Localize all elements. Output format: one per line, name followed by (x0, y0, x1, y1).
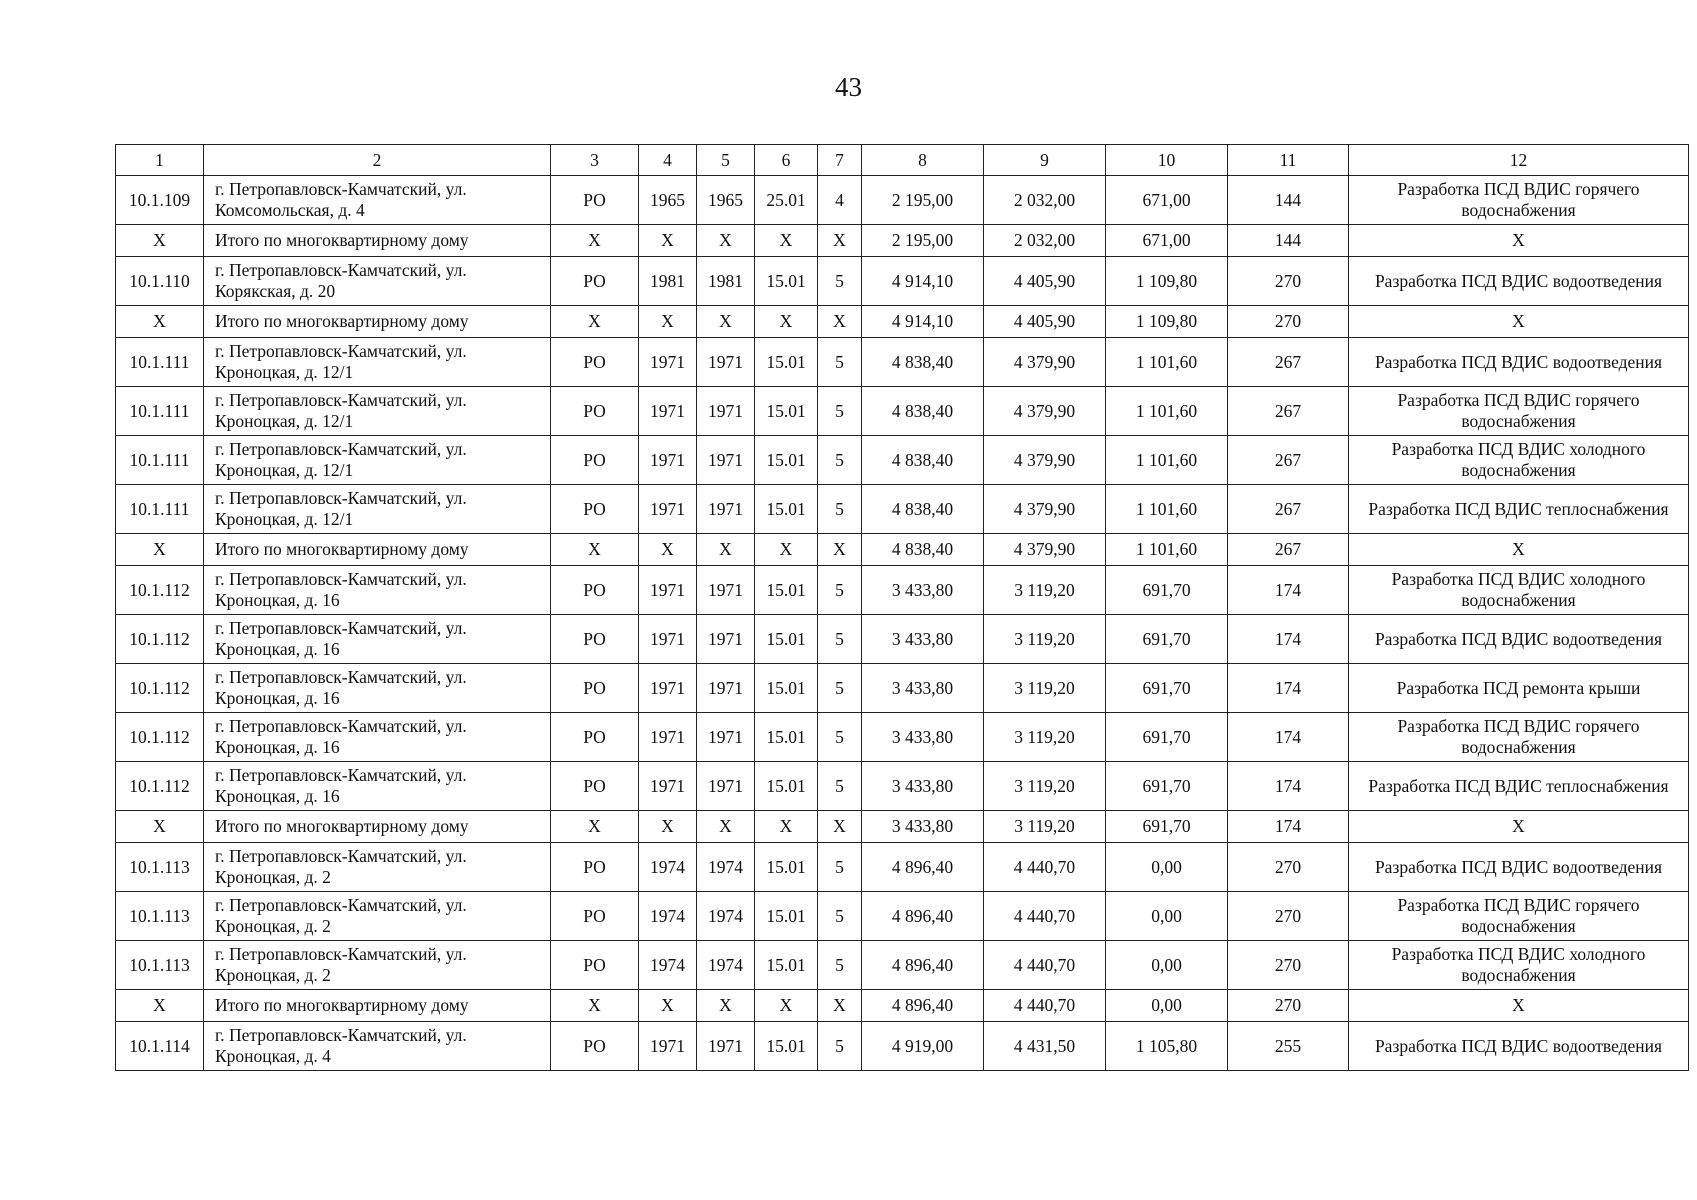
floors-cell: 5 (818, 257, 862, 306)
row-number-cell: Х (116, 811, 204, 843)
column-header: 12 (1349, 145, 1689, 176)
table-row (116, 1022, 1689, 1071)
type-cell: РО (551, 566, 639, 615)
floors-cell: 5 (818, 941, 862, 990)
column-header: 11 (1228, 145, 1349, 176)
row-number-cell: 10.1.114 (116, 1022, 204, 1071)
work-type-cell: Разработка ПСД ВДИС горячего водоснабжения (1349, 176, 1689, 225)
total-area-cell: 3 433,80 (862, 713, 984, 762)
wall-material-cell: 15.01 (755, 436, 818, 485)
type-cell: РО (551, 387, 639, 436)
wall-material-cell: Х (755, 534, 818, 566)
nonliving-area-cell: 1 105,80 (1106, 1022, 1228, 1071)
column-header: 8 (862, 145, 984, 176)
residents-cell: 255 (1228, 1022, 1349, 1071)
year-commissioned-cell: 1971 (697, 436, 755, 485)
living-area-cell: 3 119,20 (984, 615, 1106, 664)
total-row (116, 534, 1689, 566)
total-area-cell: 4 838,40 (862, 534, 984, 566)
column-header: 3 (551, 145, 639, 176)
year-built-cell: 1971 (639, 615, 697, 664)
year-commissioned-cell: 1971 (697, 485, 755, 534)
year-commissioned-cell: 1981 (697, 257, 755, 306)
type-cell: Х (551, 225, 639, 257)
living-area-cell: 4 440,70 (984, 843, 1106, 892)
type-cell: РО (551, 664, 639, 713)
address-cell: г. Петропавловск-Камчатский, ул. Комсомольская, д. 4 (204, 176, 551, 225)
floors-cell: 5 (818, 892, 862, 941)
living-area-cell: 4 405,90 (984, 306, 1106, 338)
nonliving-area-cell: 1 101,60 (1106, 534, 1228, 566)
address-cell: Итого по многоквартирному дому (204, 534, 551, 566)
column-header: 2 (204, 145, 551, 176)
year-commissioned-cell: Х (697, 534, 755, 566)
total-area-cell: 3 433,80 (862, 664, 984, 713)
row-number-cell: 10.1.109 (116, 176, 204, 225)
address-cell: Итого по многоквартирному дому (204, 811, 551, 843)
living-area-cell: 2 032,00 (984, 225, 1106, 257)
row-number-cell: 10.1.111 (116, 387, 204, 436)
year-commissioned-cell: Х (697, 306, 755, 338)
floors-cell: 5 (818, 1022, 862, 1071)
type-cell: Х (551, 990, 639, 1022)
table-row (116, 566, 1689, 615)
residents-cell: 174 (1228, 566, 1349, 615)
year-commissioned-cell: 1971 (697, 664, 755, 713)
living-area-cell: 4 405,90 (984, 257, 1106, 306)
year-commissioned-cell: 1971 (697, 615, 755, 664)
floors-cell: Х (818, 534, 862, 566)
row-number-cell: 10.1.112 (116, 713, 204, 762)
total-area-cell: 3 433,80 (862, 811, 984, 843)
address-cell: Итого по многоквартирному дому (204, 306, 551, 338)
row-number-cell: Х (116, 306, 204, 338)
year-built-cell: 1981 (639, 257, 697, 306)
nonliving-area-cell: 691,70 (1106, 713, 1228, 762)
year-built-cell: Х (639, 306, 697, 338)
wall-material-cell: Х (755, 811, 818, 843)
table-row (116, 713, 1689, 762)
column-header: 1 (116, 145, 204, 176)
work-type-cell: Разработка ПСД ВДИС водоотведения (1349, 843, 1689, 892)
row-number-cell: 10.1.112 (116, 664, 204, 713)
residents-cell: 267 (1228, 436, 1349, 485)
work-type-cell: Разработка ПСД ВДИС водоотведения (1349, 1022, 1689, 1071)
floors-cell: Х (818, 811, 862, 843)
year-built-cell: 1971 (639, 566, 697, 615)
type-cell: РО (551, 843, 639, 892)
work-type-cell: Х (1349, 811, 1689, 843)
work-type-cell: Х (1349, 534, 1689, 566)
total-area-cell: 4 838,40 (862, 338, 984, 387)
wall-material-cell: 15.01 (755, 615, 818, 664)
wall-material-cell: 15.01 (755, 762, 818, 811)
type-cell: РО (551, 1022, 639, 1071)
year-commissioned-cell: 1971 (697, 387, 755, 436)
wall-material-cell: 15.01 (755, 843, 818, 892)
residents-cell: 174 (1228, 762, 1349, 811)
nonliving-area-cell: 691,70 (1106, 566, 1228, 615)
year-built-cell: Х (639, 225, 697, 257)
address-cell: г. Петропавловск-Камчатский, ул. Кроноцкая, д. 12/1 (204, 387, 551, 436)
living-area-cell: 4 440,70 (984, 892, 1106, 941)
total-area-cell: 3 433,80 (862, 615, 984, 664)
total-area-cell: 2 195,00 (862, 225, 984, 257)
residents-cell: 144 (1228, 176, 1349, 225)
column-header: 6 (755, 145, 818, 176)
year-commissioned-cell: 1971 (697, 338, 755, 387)
address-cell: г. Петропавловск-Камчатский, ул. Кроноцкая, д. 16 (204, 664, 551, 713)
nonliving-area-cell: 1 101,60 (1106, 387, 1228, 436)
residents-cell: 174 (1228, 811, 1349, 843)
address-cell: г. Петропавловск-Камчатский, ул. Кроноцкая, д. 16 (204, 615, 551, 664)
address-cell: г. Петропавловск-Камчатский, ул. Кроноцкая, д. 16 (204, 762, 551, 811)
wall-material-cell: 15.01 (755, 257, 818, 306)
residents-cell: 270 (1228, 257, 1349, 306)
work-type-cell: Разработка ПСД ВДИС водоотведения (1349, 257, 1689, 306)
living-area-cell: 4 379,90 (984, 338, 1106, 387)
year-commissioned-cell: 1971 (697, 713, 755, 762)
type-cell: Х (551, 306, 639, 338)
row-number-cell: 10.1.111 (116, 338, 204, 387)
row-number-cell: 10.1.112 (116, 762, 204, 811)
type-cell: РО (551, 615, 639, 664)
table-header (116, 145, 1689, 176)
residents-cell: 267 (1228, 485, 1349, 534)
year-built-cell: 1971 (639, 436, 697, 485)
living-area-cell: 4 379,90 (984, 436, 1106, 485)
nonliving-area-cell: 1 109,80 (1106, 306, 1228, 338)
total-row (116, 225, 1689, 257)
total-row (116, 306, 1689, 338)
floors-cell: Х (818, 306, 862, 338)
floors-cell: Х (818, 225, 862, 257)
work-type-cell: Разработка ПСД ВДИС теплоснабжения (1349, 762, 1689, 811)
living-area-cell: 4 440,70 (984, 941, 1106, 990)
total-area-cell: 4 896,40 (862, 990, 984, 1022)
year-commissioned-cell: Х (697, 225, 755, 257)
living-area-cell: 4 440,70 (984, 990, 1106, 1022)
header-row (116, 145, 1689, 176)
total-area-cell: 4 838,40 (862, 485, 984, 534)
year-commissioned-cell: Х (697, 990, 755, 1022)
year-commissioned-cell: 1974 (697, 892, 755, 941)
table-row (116, 387, 1689, 436)
work-type-cell: Х (1349, 990, 1689, 1022)
type-cell: РО (551, 436, 639, 485)
year-built-cell: 1974 (639, 892, 697, 941)
floors-cell: 5 (818, 485, 862, 534)
residents-cell: 267 (1228, 534, 1349, 566)
wall-material-cell: 25.01 (755, 176, 818, 225)
address-cell: Итого по многоквартирному дому (204, 990, 551, 1022)
table-row (116, 892, 1689, 941)
work-type-cell: Разработка ПСД ВДИС холодного водоснабжения (1349, 941, 1689, 990)
floors-cell: 5 (818, 615, 862, 664)
nonliving-area-cell: 691,70 (1106, 664, 1228, 713)
floors-cell: 5 (818, 762, 862, 811)
nonliving-area-cell: 0,00 (1106, 843, 1228, 892)
table-body (116, 176, 1689, 1071)
type-cell: РО (551, 941, 639, 990)
table-row (116, 338, 1689, 387)
address-cell: Итого по многоквартирному дому (204, 225, 551, 257)
living-area-cell: 3 119,20 (984, 811, 1106, 843)
address-cell: г. Петропавловск-Камчатский, ул. Кроноцкая, д. 2 (204, 941, 551, 990)
wall-material-cell: 15.01 (755, 941, 818, 990)
wall-material-cell: 15.01 (755, 664, 818, 713)
residents-cell: 270 (1228, 892, 1349, 941)
address-cell: г. Петропавловск-Камчатский, ул. Корякская, д. 20 (204, 257, 551, 306)
row-number-cell: 10.1.113 (116, 843, 204, 892)
living-area-cell: 3 119,20 (984, 713, 1106, 762)
nonliving-area-cell: 0,00 (1106, 941, 1228, 990)
residents-cell: 174 (1228, 664, 1349, 713)
living-area-cell: 3 119,20 (984, 762, 1106, 811)
year-built-cell: 1971 (639, 485, 697, 534)
row-number-cell: 10.1.111 (116, 485, 204, 534)
total-area-cell: 3 433,80 (862, 566, 984, 615)
nonliving-area-cell: 1 101,60 (1106, 338, 1228, 387)
nonliving-area-cell: 671,00 (1106, 176, 1228, 225)
living-area-cell: 4 379,90 (984, 534, 1106, 566)
year-built-cell: Х (639, 811, 697, 843)
residents-cell: 270 (1228, 941, 1349, 990)
table-row (116, 762, 1689, 811)
residents-cell: 267 (1228, 338, 1349, 387)
total-area-cell: 4 919,00 (862, 1022, 984, 1071)
nonliving-area-cell: 691,70 (1106, 762, 1228, 811)
total-row (116, 990, 1689, 1022)
work-type-cell: Разработка ПСД ВДИС горячего водоснабжения (1349, 387, 1689, 436)
floors-cell: 5 (818, 843, 862, 892)
year-commissioned-cell: 1971 (697, 1022, 755, 1071)
table-row (116, 664, 1689, 713)
wall-material-cell: 15.01 (755, 387, 818, 436)
total-area-cell: 4 838,40 (862, 436, 984, 485)
floors-cell: 5 (818, 338, 862, 387)
year-commissioned-cell: 1974 (697, 941, 755, 990)
year-commissioned-cell: Х (697, 811, 755, 843)
table-row (116, 615, 1689, 664)
residents-cell: 144 (1228, 225, 1349, 257)
residents-cell: 270 (1228, 990, 1349, 1022)
row-number-cell: 10.1.112 (116, 566, 204, 615)
year-built-cell: Х (639, 534, 697, 566)
floors-cell: 5 (818, 566, 862, 615)
total-row (116, 811, 1689, 843)
work-type-cell: Разработка ПСД ВДИС холодного водоснабжения (1349, 566, 1689, 615)
row-number-cell: Х (116, 534, 204, 566)
work-type-cell: Разработка ПСД ВДИС теплоснабжения (1349, 485, 1689, 534)
address-cell: г. Петропавловск-Камчатский, ул. Кроноцкая, д. 2 (204, 892, 551, 941)
work-type-cell: Х (1349, 306, 1689, 338)
year-built-cell: 1971 (639, 762, 697, 811)
type-cell: РО (551, 176, 639, 225)
type-cell: РО (551, 762, 639, 811)
row-number-cell: Х (116, 225, 204, 257)
table-row (116, 436, 1689, 485)
nonliving-area-cell: 1 101,60 (1106, 436, 1228, 485)
wall-material-cell: Х (755, 306, 818, 338)
residents-cell: 270 (1228, 306, 1349, 338)
floors-cell: Х (818, 990, 862, 1022)
total-area-cell: 3 433,80 (862, 762, 984, 811)
living-area-cell: 4 379,90 (984, 485, 1106, 534)
address-cell: г. Петропавловск-Камчатский, ул. Кроноцкая, д. 12/1 (204, 485, 551, 534)
residents-cell: 174 (1228, 615, 1349, 664)
living-area-cell: 4 431,50 (984, 1022, 1106, 1071)
year-commissioned-cell: 1971 (697, 566, 755, 615)
year-commissioned-cell: 1974 (697, 843, 755, 892)
year-built-cell: Х (639, 990, 697, 1022)
nonliving-area-cell: 1 101,60 (1106, 485, 1228, 534)
table-row (116, 941, 1689, 990)
year-built-cell: 1965 (639, 176, 697, 225)
floors-cell: 5 (818, 387, 862, 436)
work-type-cell: Разработка ПСД ВДИС горячего водоснабжения (1349, 892, 1689, 941)
residents-cell: 174 (1228, 713, 1349, 762)
address-cell: г. Петропавловск-Камчатский, ул. Кроноцкая, д. 16 (204, 713, 551, 762)
nonliving-area-cell: 671,00 (1106, 225, 1228, 257)
year-built-cell: 1971 (639, 338, 697, 387)
address-cell: г. Петропавловск-Камчатский, ул. Кроноцкая, д. 16 (204, 566, 551, 615)
type-cell: Х (551, 534, 639, 566)
wall-material-cell: Х (755, 990, 818, 1022)
wall-material-cell: 15.01 (755, 892, 818, 941)
type-cell: РО (551, 338, 639, 387)
column-header: 4 (639, 145, 697, 176)
row-number-cell: 10.1.113 (116, 892, 204, 941)
column-header: 10 (1106, 145, 1228, 176)
nonliving-area-cell: 691,70 (1106, 615, 1228, 664)
total-area-cell: 4 896,40 (862, 941, 984, 990)
table-row (116, 485, 1689, 534)
wall-material-cell: Х (755, 225, 818, 257)
address-cell: г. Петропавловск-Камчатский, ул. Кроноцкая, д. 12/1 (204, 436, 551, 485)
work-type-cell: Разработка ПСД ремонта крыши (1349, 664, 1689, 713)
nonliving-area-cell: 0,00 (1106, 892, 1228, 941)
year-built-cell: 1971 (639, 664, 697, 713)
nonliving-area-cell: 691,70 (1106, 811, 1228, 843)
total-area-cell: 4 914,10 (862, 257, 984, 306)
living-area-cell: 3 119,20 (984, 664, 1106, 713)
total-area-cell: 4 896,40 (862, 892, 984, 941)
address-cell: г. Петропавловск-Камчатский, ул. Кроноцкая, д. 4 (204, 1022, 551, 1071)
wall-material-cell: 15.01 (755, 566, 818, 615)
page-number: 43 (835, 72, 862, 102)
residents-cell: 267 (1228, 387, 1349, 436)
column-header: 9 (984, 145, 1106, 176)
table-row (116, 843, 1689, 892)
year-built-cell: 1974 (639, 941, 697, 990)
year-built-cell: 1974 (639, 843, 697, 892)
floors-cell: 5 (818, 664, 862, 713)
year-built-cell: 1971 (639, 1022, 697, 1071)
total-area-cell: 4 838,40 (862, 387, 984, 436)
total-area-cell: 4 914,10 (862, 306, 984, 338)
work-type-cell: Разработка ПСД ВДИС холодного водоснабжения (1349, 436, 1689, 485)
wall-material-cell: 15.01 (755, 485, 818, 534)
wall-material-cell: 15.01 (755, 338, 818, 387)
row-number-cell: 10.1.113 (116, 941, 204, 990)
row-number-cell: 10.1.111 (116, 436, 204, 485)
work-type-cell: Разработка ПСД ВДИС водоотведения (1349, 615, 1689, 664)
data-table (115, 144, 1689, 1071)
living-area-cell: 2 032,00 (984, 176, 1106, 225)
wall-material-cell: 15.01 (755, 713, 818, 762)
floors-cell: 5 (818, 436, 862, 485)
floors-cell: 5 (818, 713, 862, 762)
type-cell: Х (551, 811, 639, 843)
table-row (116, 257, 1689, 306)
residents-cell: 270 (1228, 843, 1349, 892)
wall-material-cell: 15.01 (755, 1022, 818, 1071)
type-cell: РО (551, 892, 639, 941)
living-area-cell: 3 119,20 (984, 566, 1106, 615)
address-cell: г. Петропавловск-Камчатский, ул. Кроноцкая, д. 2 (204, 843, 551, 892)
year-built-cell: 1971 (639, 713, 697, 762)
row-number-cell: 10.1.112 (116, 615, 204, 664)
total-area-cell: 2 195,00 (862, 176, 984, 225)
row-number-cell: Х (116, 990, 204, 1022)
work-type-cell: Х (1349, 225, 1689, 257)
year-commissioned-cell: 1971 (697, 762, 755, 811)
work-type-cell: Разработка ПСД ВДИС горячего водоснабжения (1349, 713, 1689, 762)
year-commissioned-cell: 1965 (697, 176, 755, 225)
column-header: 5 (697, 145, 755, 176)
living-area-cell: 4 379,90 (984, 387, 1106, 436)
floors-cell: 4 (818, 176, 862, 225)
table-row (116, 176, 1689, 225)
work-type-cell: Разработка ПСД ВДИС водоотведения (1349, 338, 1689, 387)
address-cell: г. Петропавловск-Камчатский, ул. Кроноцкая, д. 12/1 (204, 338, 551, 387)
nonliving-area-cell: 1 109,80 (1106, 257, 1228, 306)
year-built-cell: 1971 (639, 387, 697, 436)
type-cell: РО (551, 485, 639, 534)
total-area-cell: 4 896,40 (862, 843, 984, 892)
type-cell: РО (551, 713, 639, 762)
nonliving-area-cell: 0,00 (1106, 990, 1228, 1022)
column-header: 7 (818, 145, 862, 176)
type-cell: РО (551, 257, 639, 306)
row-number-cell: 10.1.110 (116, 257, 204, 306)
